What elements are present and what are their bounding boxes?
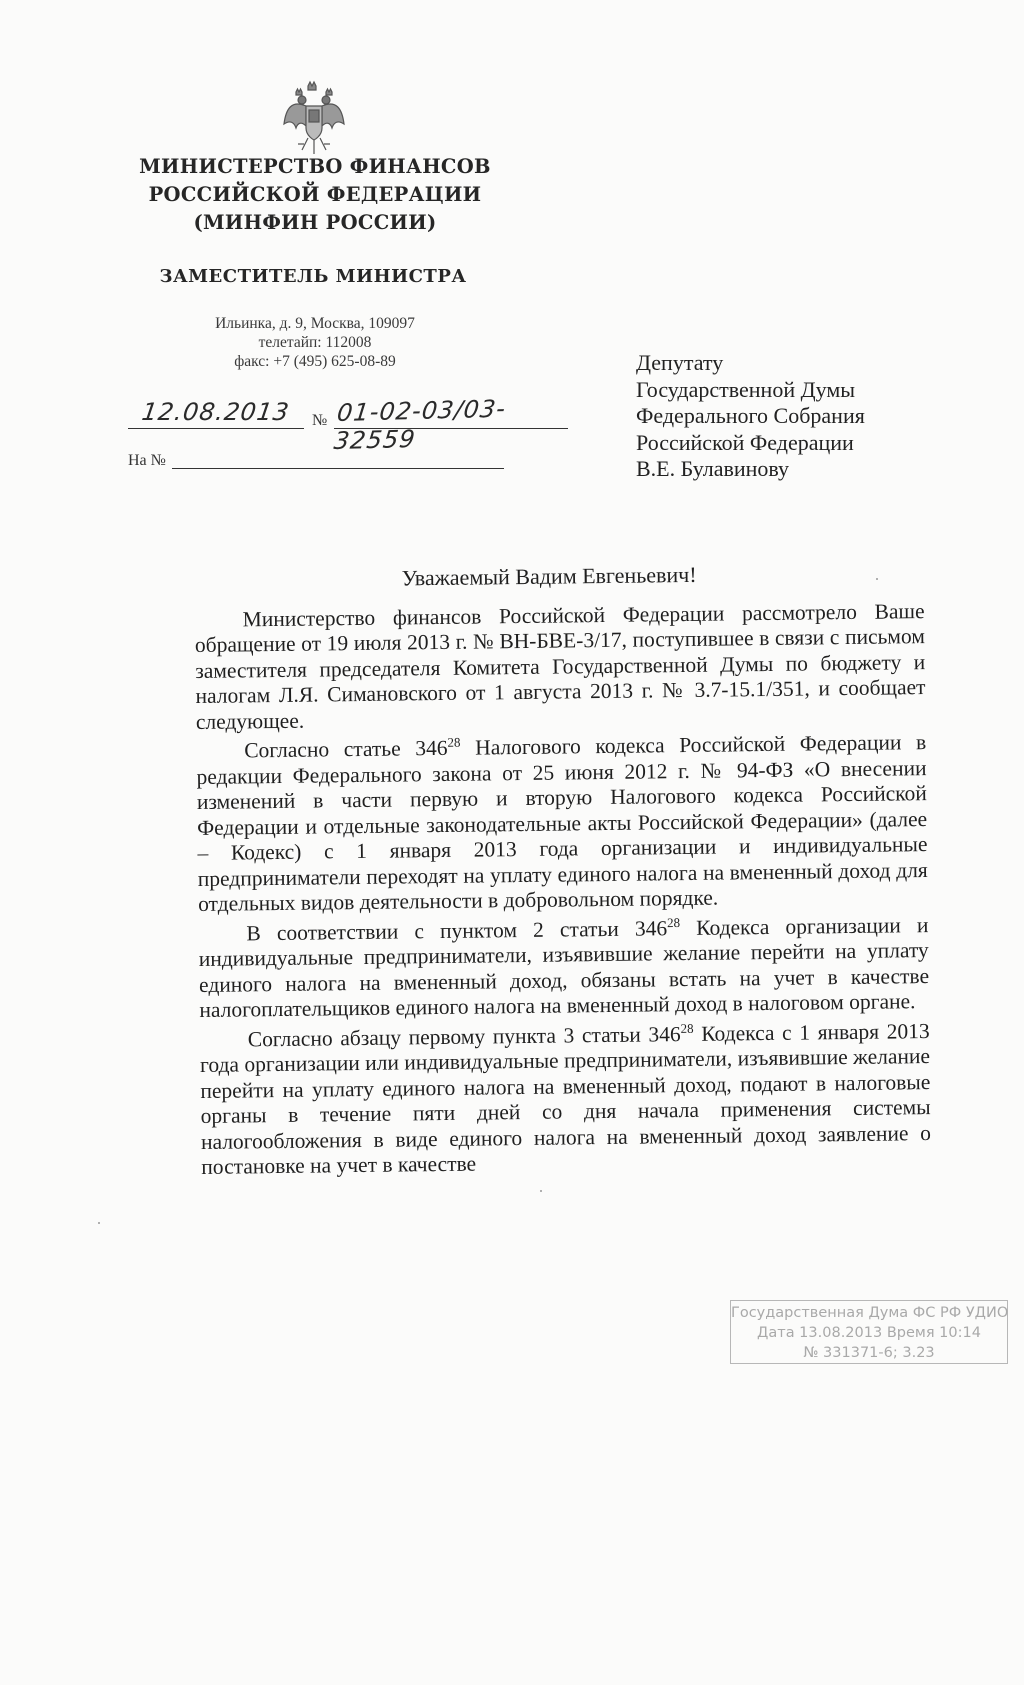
ministry-line-3: (МИНФИН РОССИИ) — [193, 211, 437, 234]
ministry-line-2: РОССИЙСКОЙ ФЕДЕРАЦИИ — [148, 183, 482, 206]
paragraph-4-rest: Кодекса с 1 января 2013 года организации или индивидуальные предприниматели, изъявившие желание перейти на уплату единого налога на вмененный доход, подают в налоговые органы в течение пяти дней со дня начала применения системы налогообложения в виде единого налога на вмененный доход заявление о постановке на учет в качестве — [199, 1018, 932, 1179]
position-title: ЗАМЕСТИТЕЛЬ МИНИСТРА — [159, 266, 467, 287]
article-superscript: 28 — [680, 1020, 694, 1036]
paragraph-3-start: В соответствии с пунктом 2 статьи 346 — [246, 915, 668, 945]
incoming-stamp — [730, 1300, 1008, 1364]
address-line-1: Ильинка, д. 9, Москва, 109097 — [215, 315, 415, 332]
address-line-3: факс: +7 (495) 625-08-89 — [234, 353, 396, 370]
reference-underline — [172, 468, 504, 469]
article-superscript: 28 — [447, 734, 461, 750]
stamp-line-1: Государственная Дума ФС РФ УДИО — [731, 1305, 1009, 1321]
address-line-2: телетайп: 112008 — [258, 334, 372, 351]
paragraph-3 — [198, 913, 929, 1024]
registration-date: 12.08.2013 — [140, 398, 292, 426]
addressee-line-1: Депутату — [636, 350, 724, 375]
stamp-line-3: № 331371-6; 3.23 — [803, 1345, 935, 1361]
ministry-name — [120, 153, 510, 237]
reference-label: На № — [128, 452, 166, 469]
addressee-block — [636, 350, 966, 483]
double-headed-eagle-icon — [282, 80, 346, 156]
paragraph-2 — [196, 730, 928, 917]
paragraph-4-start: Согласно абзацу первому пункта 3 статьи 346 — [247, 1021, 681, 1051]
paragraph-2-rest: Налогового кодекса Российской Федерации в редакции Федерального закона от 25 июня 2012 г. № 94-ФЗ «О внесении изменений в части первую и вторую Налогового кодекса Российской Федерации и отдельные законодательные акты Российской Федерации» (далее – Кодекс) с 1 января 2013 года организации и индивидуальные предприниматели переходят на уплату единого налога на вмененный доход для отдельных видов деятельности в добровольном порядке. — [196, 730, 928, 916]
paragraph-4 — [200, 1019, 932, 1181]
salutation: Уважаемый Вадим Евгеньевич! — [401, 561, 697, 591]
scan-speck — [98, 1222, 100, 1224]
registration-line — [128, 394, 568, 456]
addressee-line-2: Государственной Думы — [636, 376, 856, 402]
scan-speck — [876, 578, 878, 580]
addressee-line-3: Федерального Собрания — [636, 403, 865, 428]
paragraph-2-start: Согласно статье 346 — [244, 735, 448, 763]
ministry-line-1: МИНИСТЕРСТВО ФИНАНСОВ — [139, 155, 491, 178]
ministry-address — [180, 314, 450, 371]
date-underline — [128, 428, 304, 429]
stamp-line-2: Дата 13.08.2013 Время 10:14 — [757, 1325, 981, 1341]
addressee-line-5: В.Е. Булавинову — [636, 456, 790, 481]
number-sign: № — [312, 412, 328, 429]
paragraph-3-rest: Кодекса организации и индивидуальные предприниматели, изъявившие желание перейти на уплату единого налога на вмененный доход, обязаны встать на учет в качестве налогоплательщиков единого налога на вмененный доход в налоговом органе. — [198, 912, 930, 1022]
scan-speck — [540, 1190, 542, 1192]
paragraph-1: Министерство финансов Российской Федерации рассмотрело Ваше обращение от 19 июля 2013 г. № ВН-БВЕ-3/17, поступившее в связи с письмом заместителя председателя Комитета Государственной Думы по бюджету и налогам Л.Я. Симановского от 1 августа 2013 г. № 3.7-15.1/351, и сообщает следующее. — [194, 598, 926, 734]
article-superscript: 28 — [666, 914, 681, 930]
addressee-line-4: Российской Федерации — [636, 429, 854, 455]
registration-number: 01-02-03/03-32559 — [332, 394, 508, 456]
number-underline — [334, 428, 568, 429]
letter-body — [194, 559, 931, 1184]
reference-line — [128, 452, 528, 474]
